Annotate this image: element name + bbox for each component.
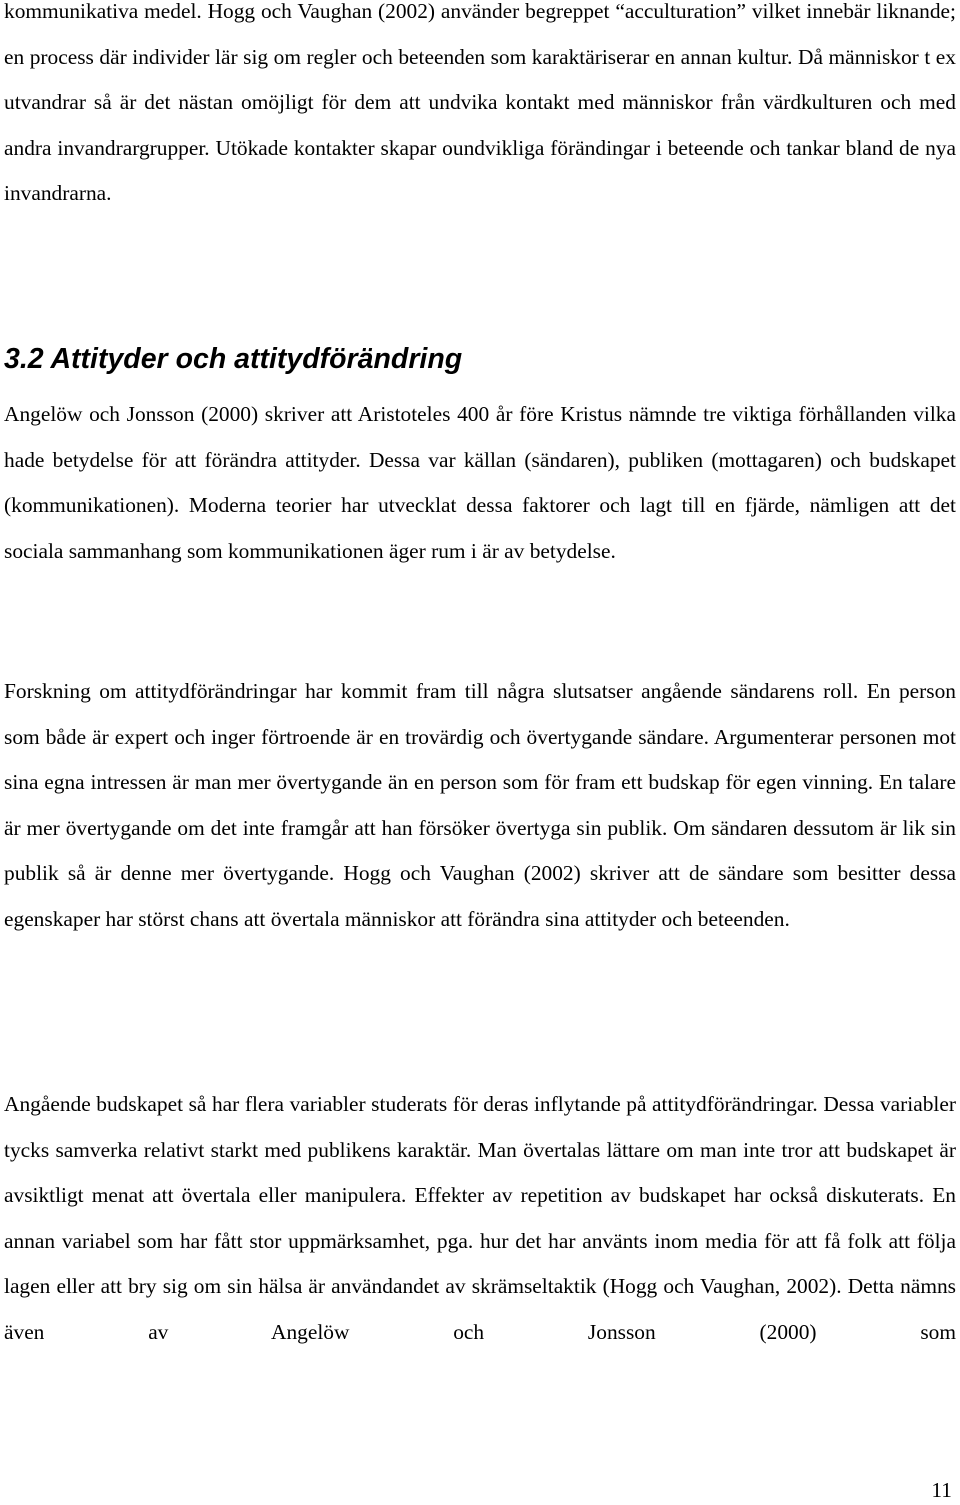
paragraph-acculturation: kommunikativa medel. Hogg och Vaughan (2002) använder begreppet “acculturation” vilket innebär liknande; en process där individer lär sig om regler och beteenden som karaktäriserar en annan kultur. Då människor t ex utvandrar så är det nästan omöjligt för dem att undvika kontakt med människor från värdkulturen och med andra invandrargrupper. Utökade kontakter skapar oundvikliga förändingar i beteende och tankar bland de nya invandrarna. (4, 0, 956, 206)
document-page (4, 0, 956, 1505)
page-number: 11 (931, 1478, 952, 1502)
paragraph-sender-role: Forskning om attitydförändringar har kommit fram till några slutsatser angående sändarens roll. En person som både är expert och inger förtroende är en trovärdig och övertygande sändare. Argumenterar personen mot sina egna intressen är man mer övertygande än en person som för fram ett budskap för egen vinning. En talare är mer övertygande om det inte framgår att han försöker övertyga sin publik. Om sändaren dessutom är lik sin publik så är denne mer övertygande. Hogg och Vaughan (2002) skriver att de sändare som besitter dessa egenskaper har störst chans att övertala människor att förändra sina attityder och beteenden. (4, 679, 956, 931)
paragraph-message: Angående budskapet så har flera variabler studerats för deras inflytande på attitydförändringar. Dessa variabler tycks samverka relativt starkt med publikens karaktär. Man övertalas lättare om man inte tror att budskapet är avsiktligt menat att övertala eller manipulera. Effekter av repetition av budskapet har också diskuterats. En annan variabel som har fått stor uppmärksamhet, pga. hur det har använts inom media för att få folk att följa lagen eller att bry sig om sin hälsa är användandet av skrämseltaktik (Hogg och Vaughan, 2002). Detta nämns även av Angelöw och Jonsson (2000) som (4, 1092, 956, 1344)
paragraph-aristotle: Angelöw och Jonsson (2000) skriver att Aristoteles 400 år före Kristus nämnde tre viktiga förhållanden vilka hade betydelse för att förändra attityder. Dessa var källan (sändaren), publiken (mottagaren) och budskapet (kommunikationen). Moderna teorier har utvecklat dessa faktorer och lagt till en fjärde, nämligen att det sociala sammanhang som kommunikationen äger rum i är av betydelse. (4, 402, 956, 563)
section-heading: 3.2 Attityder och attitydförändring (4, 343, 463, 375)
